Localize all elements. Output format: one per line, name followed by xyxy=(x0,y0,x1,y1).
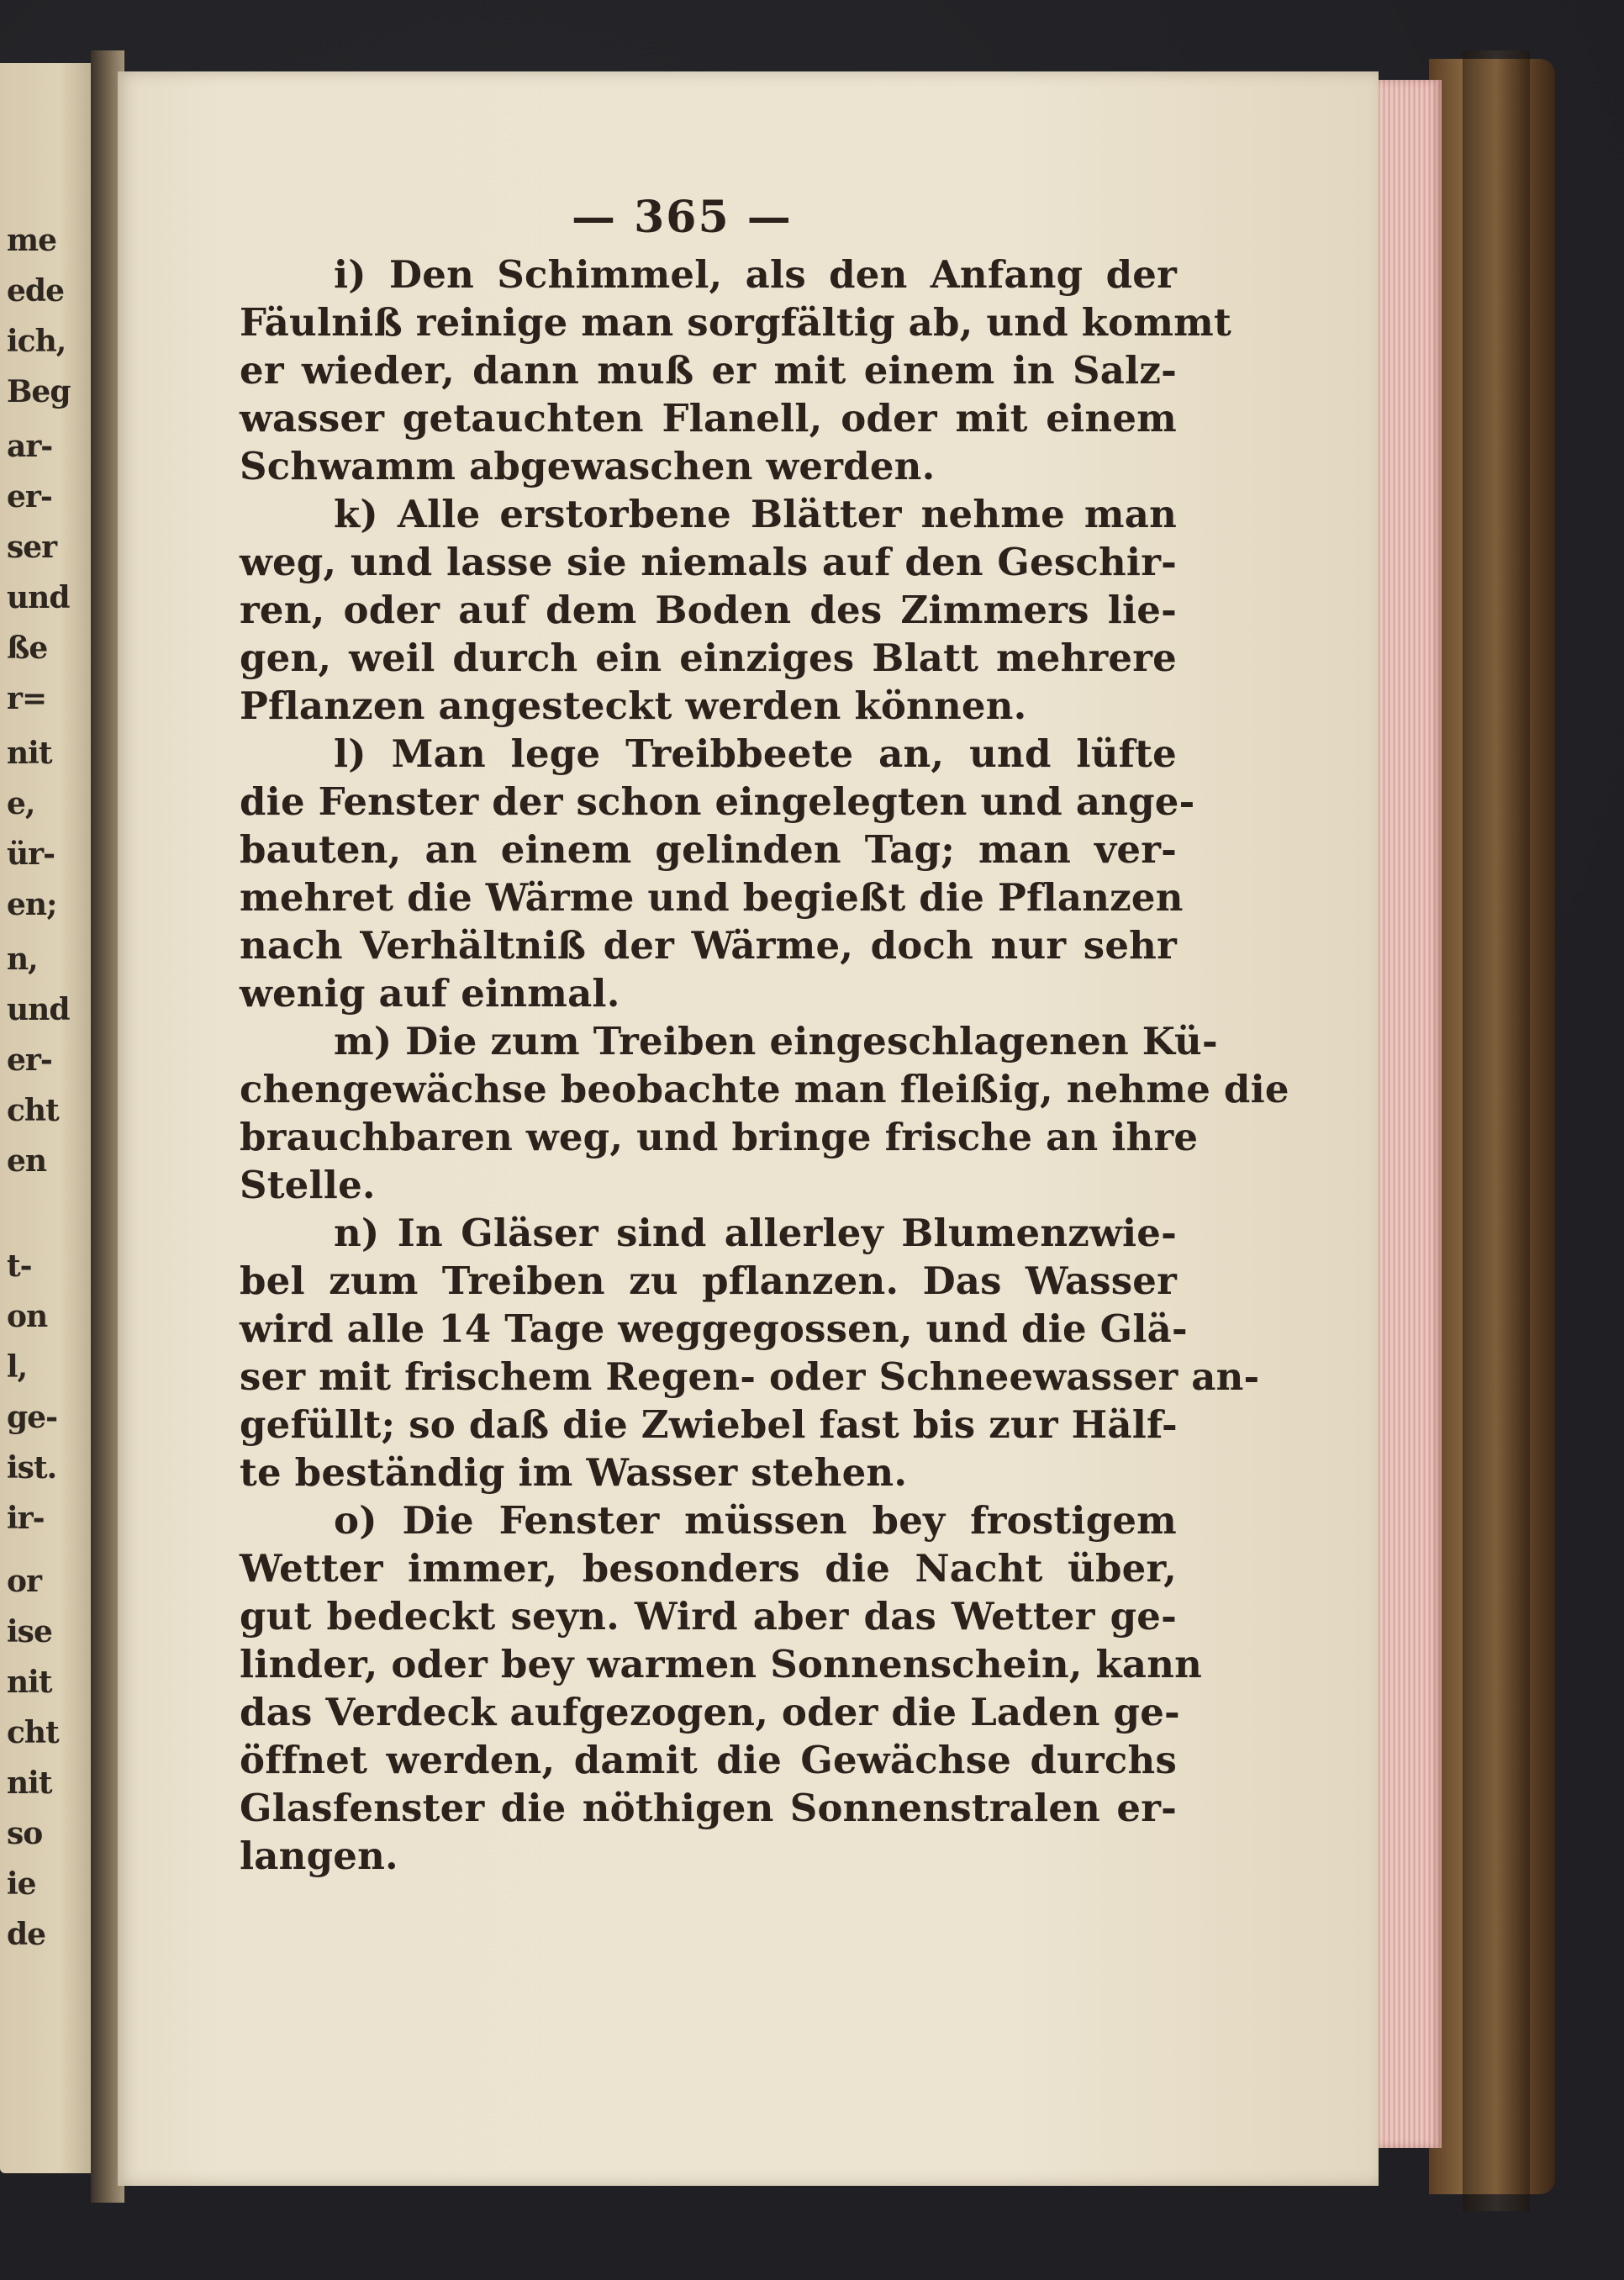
previous-page-text-fragment: r= xyxy=(7,681,47,716)
previous-page-text-fragment: ar- xyxy=(7,429,53,464)
text-line: die Fenster der schon eingelegten und ange- xyxy=(240,779,1195,824)
text-line: m) Die zum Treiben eingeschlagenen Kü- xyxy=(334,1019,1218,1063)
previous-page-text-fragment: ir- xyxy=(7,1501,45,1536)
previous-page-text-fragment: ür- xyxy=(7,837,55,872)
text-line: Wetter immer, besonders die Nacht über, xyxy=(240,1546,1177,1591)
previous-page-text-fragment: Beg xyxy=(7,374,71,409)
text-line: weg, und lasse sie niemals auf den Geschir- xyxy=(240,540,1177,584)
previous-page-text-fragment: und xyxy=(7,992,70,1027)
previous-page-text-fragment: ser xyxy=(7,530,57,565)
text-line: te beständig im Wasser stehen. xyxy=(240,1450,908,1495)
previous-page-text-fragment: und xyxy=(7,580,70,615)
text-line: mehret die Wärme und begießt die Pflanzen xyxy=(240,875,1184,920)
text-line: ser mit frischem Regen- oder Schneewasser an- xyxy=(240,1354,1260,1399)
previous-page-text-fragment: er- xyxy=(7,1042,52,1078)
text-line: wenig auf einmal. xyxy=(240,971,620,1016)
page-text xyxy=(240,251,1289,1880)
text-line: öffnet werden, damit die Gewächse durchs xyxy=(240,1738,1177,1782)
previous-page-edge xyxy=(0,63,99,2173)
previous-page-text-fragment: e, xyxy=(7,786,35,821)
text-line: wasser getauchten Flanell, oder mit einem xyxy=(240,396,1177,441)
previous-page-text-fragment: nit xyxy=(7,1665,52,1700)
previous-page-text-fragment: nit xyxy=(7,1765,52,1801)
previous-page-text-fragment: so xyxy=(7,1816,43,1851)
text-line: er wieder, dann muß er mit einem in Salz- xyxy=(240,348,1177,393)
previous-page-text-fragment: or xyxy=(7,1564,41,1599)
page-number: — 365 — xyxy=(572,192,793,243)
text-line: linder, oder bey warmen Sonnenschein, kann xyxy=(240,1642,1203,1686)
text-line: gefüllt; so daß die Zwiebel fast bis zur Hälf- xyxy=(240,1402,1178,1447)
previous-page-text-fragment: ede xyxy=(7,273,64,309)
paragraph-l xyxy=(240,730,1195,1017)
previous-page-text-fragment: ist. xyxy=(7,1450,57,1486)
text-line: bel zum Treiben zu pflanzen. Das Wasser xyxy=(240,1259,1177,1303)
text-line: k) Alle erstorbene Blätter nehme man xyxy=(334,492,1177,536)
text-line: das Verdeck aufgezogen, oder die Laden ge- xyxy=(240,1690,1180,1734)
paragraph-k xyxy=(240,490,1177,730)
paragraph-o xyxy=(240,1496,1203,1880)
paragraph-n xyxy=(240,1209,1260,1496)
previous-page-text-fragment: n, xyxy=(7,942,38,977)
text-line: chengewächse beobachte man fleißig, nehme die xyxy=(240,1067,1289,1111)
text-line: l) Man lege Treibbeete an, und lüfte xyxy=(334,731,1177,776)
previous-page-text-fragment: ie xyxy=(7,1866,36,1902)
previous-page-text-fragment: cht xyxy=(7,1715,59,1750)
text-line: o) Die Fenster müssen bey frostigem xyxy=(334,1498,1177,1543)
text-line: Fäulniß reinige man sorgfältig ab, und kommt xyxy=(240,300,1231,345)
previous-page-text-fragment: l, xyxy=(7,1349,28,1385)
text-line: Schwamm abgewaschen werden. xyxy=(240,444,936,488)
text-line: Stelle. xyxy=(240,1163,376,1207)
text-line: brauchbaren weg, und bringe frische an ihre xyxy=(240,1115,1199,1159)
text-line: Glasfenster die nöthigen Sonnenstralen er- xyxy=(240,1786,1177,1830)
previous-page-text-fragment: on xyxy=(7,1299,48,1334)
previous-page-text-fragment: ge- xyxy=(7,1400,58,1435)
paragraph-i xyxy=(240,251,1231,490)
previous-page-text-fragment: de xyxy=(7,1917,46,1952)
previous-page-text-fragment: ise xyxy=(7,1614,52,1649)
text-line: n) In Gläser sind allerley Blumenzwie- xyxy=(334,1211,1177,1255)
text-line: gut bedeckt seyn. Wird aber das Wetter ge- xyxy=(240,1594,1177,1639)
text-line: nach Verhältniß der Wärme, doch nur sehr xyxy=(240,923,1177,968)
text-line: bauten, an einem gelinden Tag; man ver- xyxy=(240,827,1177,872)
text-line: i) Den Schimmel, als den Anfang der xyxy=(334,252,1177,297)
text-line: gen, weil durch ein einziges Blatt mehrere xyxy=(240,636,1177,680)
previous-page-text-fragment: t- xyxy=(7,1248,32,1284)
previous-page-text-fragment: er- xyxy=(7,479,52,515)
paragraph-m xyxy=(240,1017,1289,1209)
cover-edge xyxy=(1463,50,1530,2211)
text-line: wird alle 14 Tage weggegossen, und die Glä- xyxy=(240,1306,1188,1351)
previous-page-text-fragment: me xyxy=(7,223,56,258)
text-line: langen. xyxy=(240,1834,398,1878)
previous-page-text-fragment: en; xyxy=(7,887,57,922)
text-line: ren, oder auf dem Boden des Zimmers lie- xyxy=(240,588,1177,632)
previous-page-text-fragment: ße xyxy=(7,631,48,666)
previous-page-text-fragment: en xyxy=(7,1143,47,1179)
text-line: Pflanzen angesteckt werden können. xyxy=(240,683,1027,728)
previous-page-text-fragment: nit xyxy=(7,736,52,771)
previous-page-text-fragment: ich, xyxy=(7,324,66,359)
page-fore-edge xyxy=(1370,80,1442,2148)
previous-page-text-fragment: cht xyxy=(7,1093,59,1128)
